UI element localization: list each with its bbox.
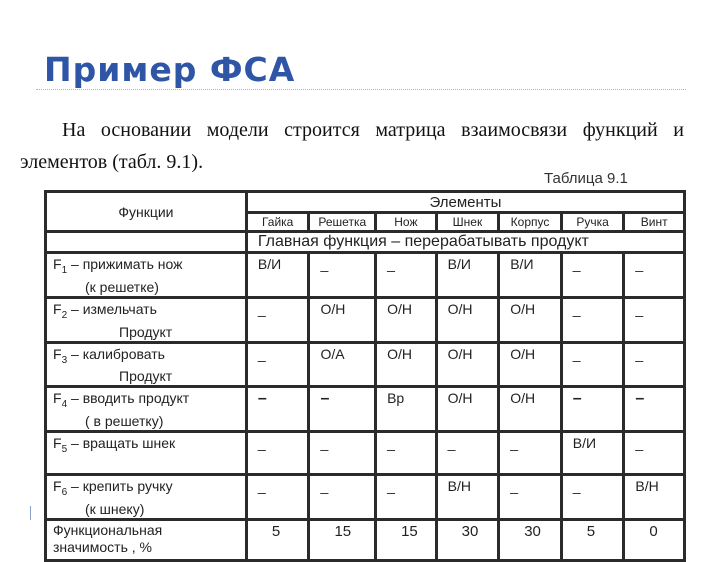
significance-value: 5 xyxy=(561,519,624,560)
function-line1: – вращать шнек xyxy=(67,435,176,452)
table-row xyxy=(46,253,685,298)
matrix-cell: _ xyxy=(624,342,685,387)
matrix-cell: _ xyxy=(624,253,685,298)
matrix-cell: В/Н xyxy=(436,475,499,520)
table-row xyxy=(46,432,685,475)
function-name xyxy=(46,342,247,387)
function-line1: – крепить ручку xyxy=(67,478,173,495)
function-index: 6 xyxy=(61,486,68,498)
body-paragraph: На основании модели строится матрица взаимосвязи функций и элементов (табл. 9.1). xyxy=(20,119,684,173)
function-line1: – прижимать нож xyxy=(67,256,183,272)
matrix-cell: О/Н xyxy=(376,297,437,342)
function-name xyxy=(46,253,247,298)
matrix-cell: О/Н xyxy=(309,297,376,342)
element-header: Решетка xyxy=(309,213,376,232)
matrix-cell: _ xyxy=(309,432,376,475)
function-line2: (к шнеку) xyxy=(85,500,145,517)
matrix-cell: _ xyxy=(499,475,562,520)
table-row xyxy=(46,387,685,432)
function-line2: Продукт xyxy=(119,323,173,340)
function-name xyxy=(46,475,247,520)
main-function: Главная функция – перерабатывать продукт xyxy=(246,232,684,253)
function-index: 2 xyxy=(61,309,68,321)
significance-value: 15 xyxy=(376,519,437,560)
matrix-cell: О/Н xyxy=(436,387,499,432)
matrix-cell: В/Н xyxy=(624,475,685,520)
matrix-cell: – xyxy=(624,387,685,432)
matrix-cell: О/Н xyxy=(499,387,562,432)
matrix-cell: _ xyxy=(376,253,437,298)
matrix-cell: _ xyxy=(376,475,437,520)
matrix-cell: – xyxy=(561,387,624,432)
matrix-cell: _ xyxy=(246,297,309,342)
matrix-cell: О/А xyxy=(309,342,376,387)
significance-value: 30 xyxy=(499,519,562,560)
matrix-cell: _ xyxy=(309,475,376,520)
blank-cell xyxy=(46,232,247,253)
function-symbol: F xyxy=(53,345,62,362)
element-header: Корпус xyxy=(499,213,562,232)
matrix-cell: _ xyxy=(561,297,624,342)
element-header: Шнек xyxy=(436,213,499,232)
function-index: 4 xyxy=(61,399,68,411)
matrix-cell: _ xyxy=(246,342,309,387)
function-line2: ( в решетку) xyxy=(85,413,164,430)
function-line2: (к решетке) xyxy=(85,278,159,295)
table-row xyxy=(46,297,685,342)
function-line1: – калибровать xyxy=(67,345,165,362)
elements-header: Элементы xyxy=(246,192,684,213)
element-header: Гайка xyxy=(246,213,309,232)
matrix-cell: О/Н xyxy=(376,342,437,387)
matrix-cell: В/И xyxy=(246,253,309,298)
matrix-cell: _ xyxy=(561,342,624,387)
table-row xyxy=(46,342,685,387)
table-row xyxy=(46,475,685,520)
matrix-cell: Вр xyxy=(376,387,437,432)
function-symbol: F xyxy=(53,390,62,407)
significance-value: 0 xyxy=(624,519,685,560)
title-divider xyxy=(36,89,686,90)
matrix-cell: _ xyxy=(499,432,562,475)
function-symbol: F xyxy=(53,478,62,495)
matrix-cell: _ xyxy=(246,475,309,520)
matrix-cell: _ xyxy=(561,475,624,520)
function-symbol: F xyxy=(53,435,62,452)
function-line1: – вводить продукт xyxy=(67,390,190,407)
matrix-cell: _ xyxy=(561,253,624,298)
matrix-cell: _ xyxy=(309,253,376,298)
slide-edge-mark xyxy=(30,506,31,520)
significance-value: 30 xyxy=(436,519,499,560)
significance-label-line1: Функциональная xyxy=(53,521,163,538)
matrix-cell: _ xyxy=(436,432,499,475)
function-name xyxy=(46,387,247,432)
matrix-cell: В/И xyxy=(436,253,499,298)
significance-value: 15 xyxy=(309,519,376,560)
matrix-cell: _ xyxy=(624,432,685,475)
matrix-cell: – xyxy=(246,387,309,432)
matrix-cell: _ xyxy=(246,432,309,475)
matrix-cell: _ xyxy=(376,432,437,475)
matrix-cell: В/И xyxy=(561,432,624,475)
matrix-cell: – xyxy=(309,387,376,432)
matrix-cell: О/Н xyxy=(499,342,562,387)
matrix-cell: О/Н xyxy=(436,297,499,342)
functions-header: Функции xyxy=(46,192,247,232)
function-index: 3 xyxy=(61,354,68,366)
matrix-cell: О/Н xyxy=(499,297,562,342)
significance-value: 5 xyxy=(246,519,309,560)
function-symbol: F xyxy=(53,300,62,317)
matrix-cell: _ xyxy=(624,297,685,342)
function-index: 1 xyxy=(61,264,68,276)
function-name xyxy=(46,432,247,475)
function-index: 5 xyxy=(61,443,68,455)
matrix-cell: О/Н xyxy=(436,342,499,387)
function-line1: – измельчать xyxy=(67,300,157,317)
element-header: Ручка xyxy=(561,213,624,232)
function-line2: Продукт xyxy=(119,368,173,385)
element-header: Винт xyxy=(624,213,685,232)
table-caption: Таблица 9.1 xyxy=(544,170,628,187)
significance-label-line2: значимость , % xyxy=(53,538,152,555)
function-element-matrix xyxy=(44,190,686,562)
function-symbol: F xyxy=(53,256,62,272)
matrix-cell: В/И xyxy=(499,253,562,298)
element-header: Нож xyxy=(376,213,437,232)
function-name xyxy=(46,297,247,342)
slide-title: Пример ФСА xyxy=(44,50,296,89)
